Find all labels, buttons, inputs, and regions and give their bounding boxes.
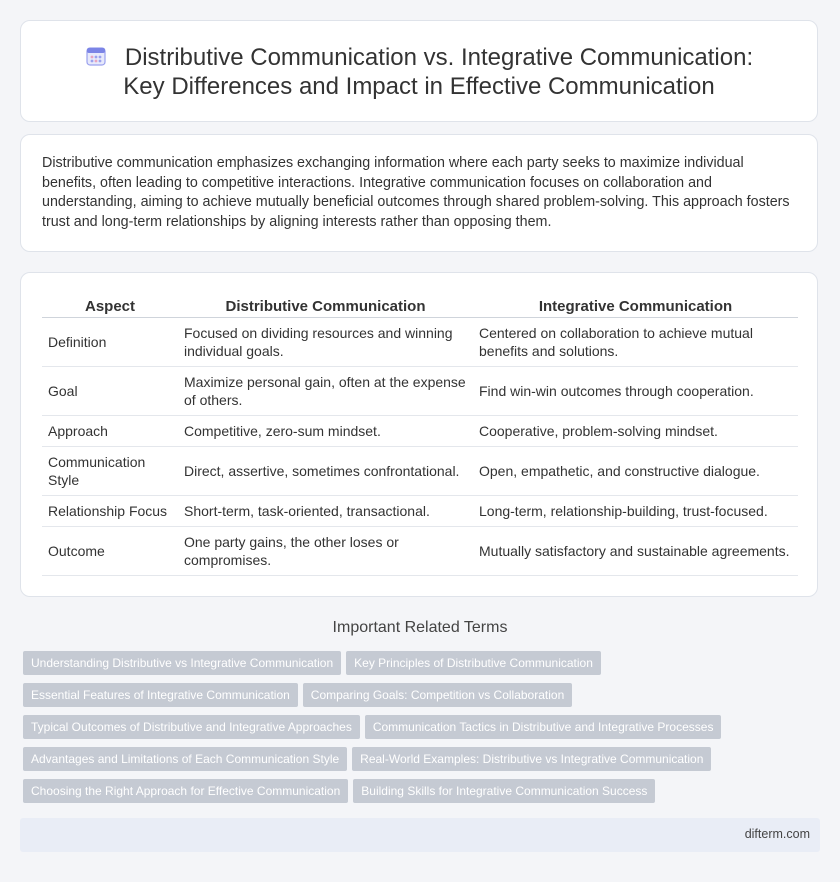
page-title xyxy=(85,44,753,100)
related-term-link[interactable]: Typical Outcomes of Distributive and Integrative Approaches xyxy=(23,715,360,739)
footer-site-link[interactable]: difterm.com xyxy=(744,827,810,841)
tag-row xyxy=(23,683,823,715)
header-integrative: Integrative Communication xyxy=(473,293,798,318)
related-term-link[interactable]: Understanding Distributive vs Integrative Communication xyxy=(23,651,341,675)
cell-integrative: Long-term, relationship-building, trust-focused. xyxy=(473,496,798,527)
cell-integrative: Cooperative, problem-solving mindset. xyxy=(473,416,798,447)
cell-distributive: Direct, assertive, sometimes confrontational. xyxy=(178,447,473,496)
title-wrap xyxy=(61,43,777,101)
related-term-link[interactable]: Real-World Examples: Distributive vs Integrative Communication xyxy=(352,747,711,771)
table-header-row xyxy=(42,293,798,318)
tag-row xyxy=(23,779,823,811)
cell-distributive: Focused on dividing resources and winning individual goals. xyxy=(178,318,473,367)
cell-distributive: Short-term, task-oriented, transactional. xyxy=(178,496,473,527)
cell-distributive: Competitive, zero-sum mindset. xyxy=(178,416,473,447)
table-row xyxy=(42,367,798,416)
cell-distributive: Maximize personal gain, often at the expense of others. xyxy=(178,367,473,416)
table-row xyxy=(42,496,798,527)
cell-aspect: Communication Style xyxy=(42,447,178,496)
table-row xyxy=(42,527,798,576)
intro-paragraph: Distributive communication emphasizes exchanging information where each party seeks to maximize individual benefits, often leading to competitive interactions. Integrative communication focuses on collaboration and understanding, aiming to achieve mutually beneficial outcomes through shared problem-solving. This approach fosters trust and long-term relationships by aligning interests rather than opposing them. xyxy=(42,155,790,230)
footer xyxy=(20,818,820,852)
cell-aspect: Relationship Focus xyxy=(42,496,178,527)
cell-integrative: Centered on collaboration to achieve mutual benefits and solutions. xyxy=(473,318,798,367)
cell-aspect: Definition xyxy=(42,318,178,367)
related-terms-title: Important Related Terms xyxy=(332,619,508,636)
header-card xyxy=(20,20,818,122)
cell-integrative: Find win-win outcomes through cooperation. xyxy=(473,367,798,416)
tag-row xyxy=(23,715,823,747)
cell-integrative: Mutually satisfactory and sustainable agreements. xyxy=(473,527,798,576)
cell-aspect: Approach xyxy=(42,416,178,447)
related-term-link[interactable]: Essential Features of Integrative Communication xyxy=(23,683,298,707)
related-terms-list xyxy=(23,651,823,811)
related-term-link[interactable]: Choosing the Right Approach for Effective Communication xyxy=(23,779,348,803)
page-title-text: Distributive Communication vs. Integrative Communication: Key Differences and Impact in Effective Communication xyxy=(123,44,754,100)
cell-aspect: Outcome xyxy=(42,527,178,576)
calendar-grid-icon xyxy=(85,45,107,67)
table-row xyxy=(42,416,798,447)
comparison-table xyxy=(42,293,798,576)
table-row xyxy=(42,318,798,367)
intro-card xyxy=(20,134,818,252)
table-row xyxy=(42,447,798,496)
tag-row xyxy=(23,747,823,779)
cell-integrative: Open, empathetic, and constructive dialogue. xyxy=(473,447,798,496)
header-aspect: Aspect xyxy=(42,293,178,318)
tag-row xyxy=(23,651,823,683)
cell-distributive: One party gains, the other loses or compromises. xyxy=(178,527,473,576)
related-term-link[interactable]: Key Principles of Distributive Communication xyxy=(346,651,601,675)
related-term-link[interactable]: Advantages and Limitations of Each Communication Style xyxy=(23,747,347,771)
cell-aspect: Goal xyxy=(42,367,178,416)
header-distributive: Distributive Communication xyxy=(178,293,473,318)
comparison-card xyxy=(20,272,818,597)
related-term-link[interactable]: Comparing Goals: Competition vs Collaboration xyxy=(303,683,572,707)
related-term-link[interactable]: Building Skills for Integrative Communication Success xyxy=(353,779,655,803)
related-term-link[interactable]: Communication Tactics in Distributive and Integrative Processes xyxy=(365,715,722,739)
